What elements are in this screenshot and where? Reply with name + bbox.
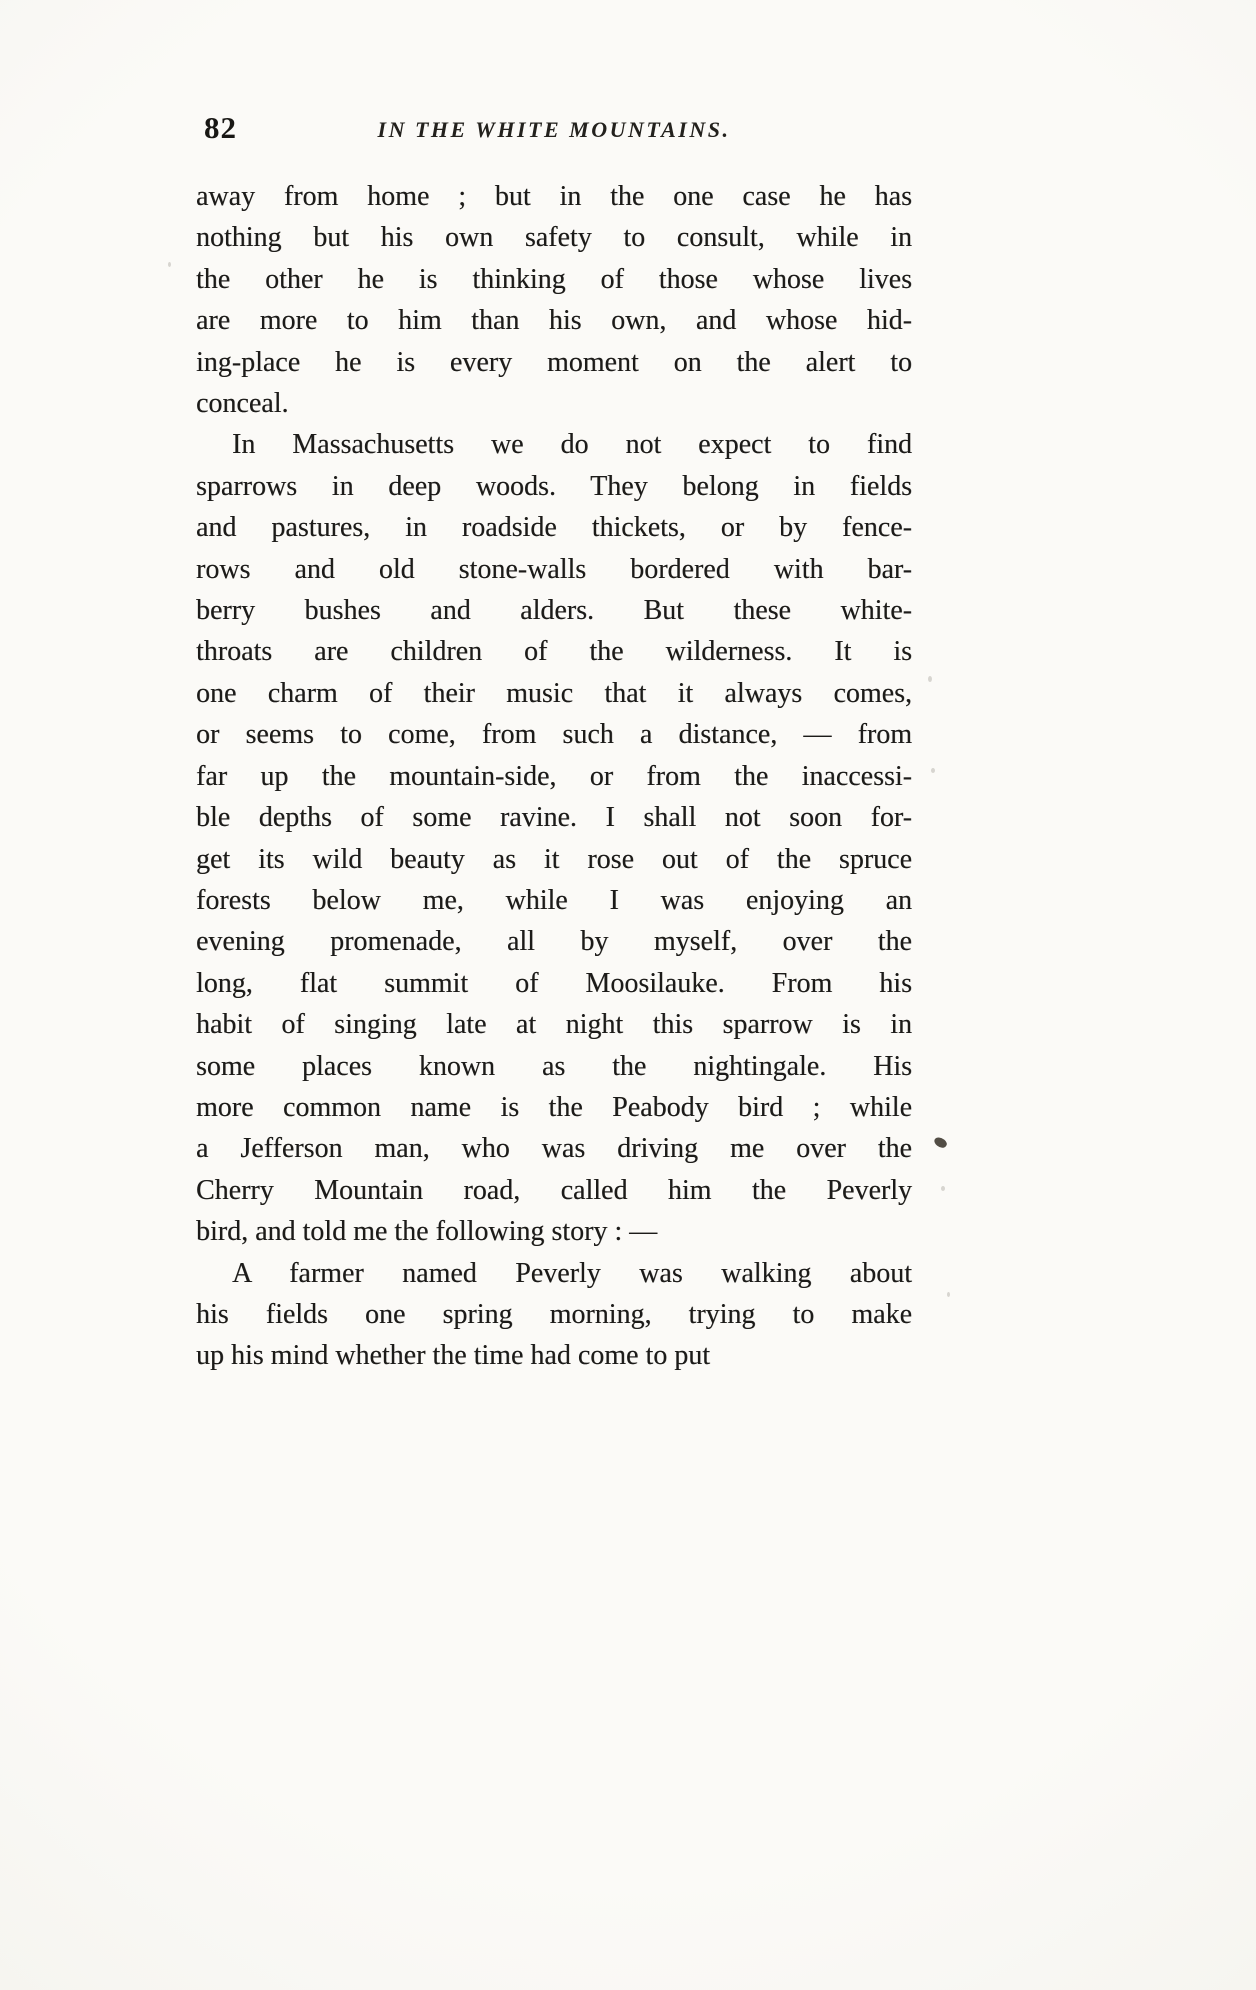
text-line: a Jefferson man, who was driving me over the xyxy=(196,1133,912,1165)
running-title: IN THE WHITE MOUNTAINS. xyxy=(377,117,731,142)
text-line: berry bushes and alders. But these white- xyxy=(196,595,912,627)
text-line: get its wild beauty as it rose out of the spruce xyxy=(196,843,912,875)
scan-speck xyxy=(941,1186,945,1191)
text-line: some places known as the nightingale. His xyxy=(196,1050,912,1082)
text-line: Cherry Mountain road, called him the Peverly xyxy=(196,1174,912,1206)
text-body xyxy=(196,176,912,1377)
text-line: In Massachusetts we do not expect to find xyxy=(232,429,912,461)
text-line: A farmer named Peverly was walking about xyxy=(232,1257,912,1289)
text-line: throats are children of the wilderness. It is xyxy=(196,636,912,668)
page-header xyxy=(196,110,912,156)
text-line: bird, and told me the following story : — xyxy=(196,1216,658,1248)
text-line: or seems to come, from such a distance, — from xyxy=(196,719,912,751)
text-line: conceal. xyxy=(196,388,289,420)
text-line: rows and old stone-walls bordered with bar- xyxy=(196,553,912,585)
text-line: nothing but his own safety to consult, while in xyxy=(196,222,912,254)
scan-speck xyxy=(931,768,935,773)
text-line: long, flat summit of Moosilauke. From his xyxy=(196,967,912,999)
text-line: are more to him than his own, and whose hid- xyxy=(196,305,912,337)
text-line: one charm of their music that it always comes, xyxy=(196,677,912,709)
text-line: ble depths of some ravine. I shall not soon for- xyxy=(196,802,912,834)
text-line: and pastures, in roadside thickets, or by fence- xyxy=(196,512,912,544)
text-line: up his mind whether the time had come to put xyxy=(196,1340,711,1372)
scan-speck xyxy=(928,676,932,682)
text-line: far up the mountain-side, or from the inaccessi- xyxy=(196,760,912,792)
text-line: evening promenade, all by myself, over the xyxy=(196,926,912,958)
text-line: the other he is thinking of those whose lives xyxy=(196,263,912,295)
text-line: ing-place he is every moment on the alert to xyxy=(196,346,912,378)
text-line: forests below me, while I was enjoying an xyxy=(196,884,912,916)
text-line: habit of singing late at night this sparrow is in xyxy=(196,1009,912,1041)
page-number: 82 xyxy=(204,110,237,145)
text-line: away from home ; but in the one case he has xyxy=(196,181,912,212)
paragraph xyxy=(196,176,912,424)
text-line: sparrows in deep woods. They belong in fields xyxy=(196,470,912,502)
text-line: his fields one spring morning, trying to make xyxy=(196,1298,912,1330)
text-line: more common name is the Peabody bird ; while xyxy=(196,1091,912,1123)
scan-speck xyxy=(168,262,171,267)
ink-smudge-artifact xyxy=(933,1135,949,1150)
scan-speck xyxy=(947,1292,950,1297)
paragraph xyxy=(196,1253,912,1377)
paragraph xyxy=(196,424,912,1252)
